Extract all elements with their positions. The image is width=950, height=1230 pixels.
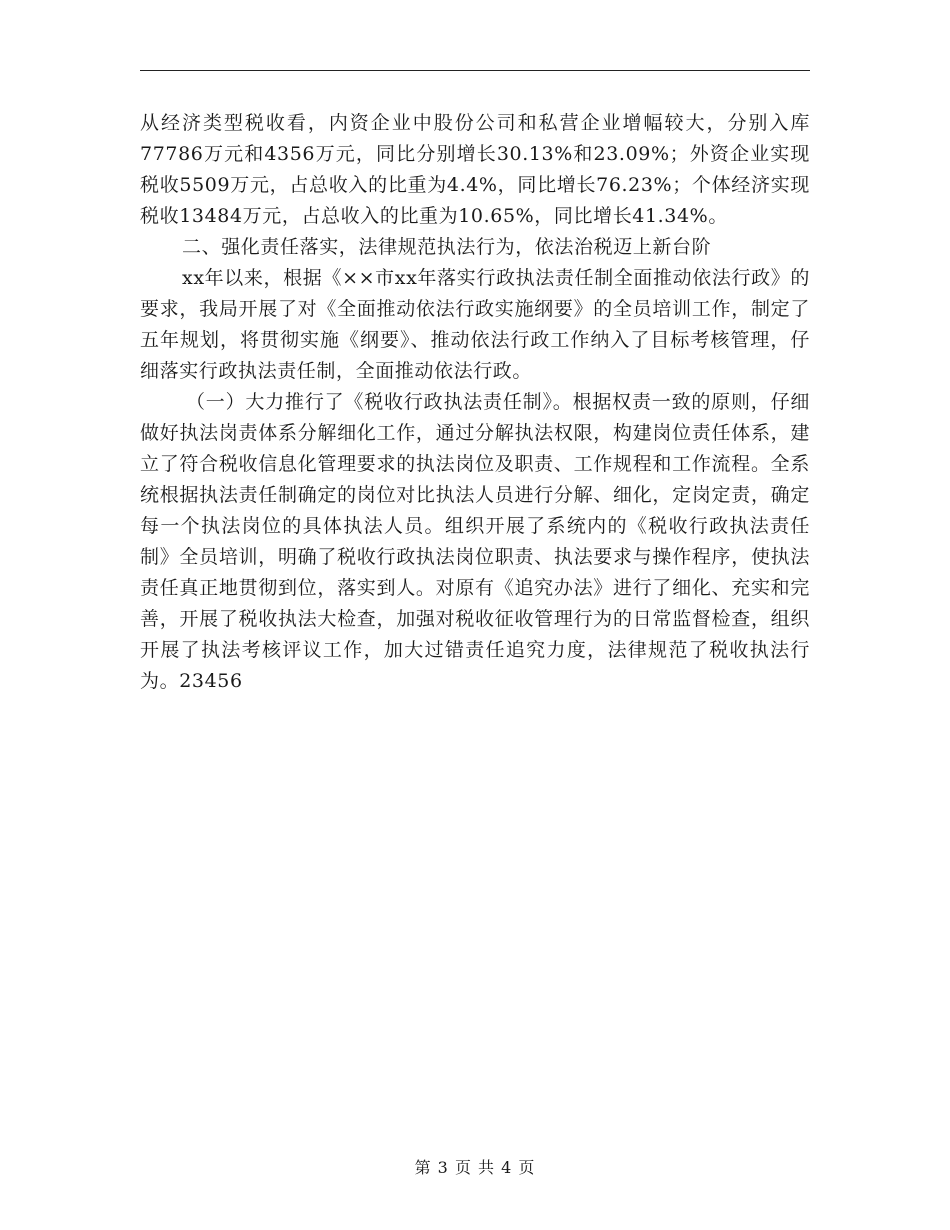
paragraph-enforcement-responsibility: （一）大力推行了《税收行政执法责任制》。根据权责一致的原则，仔细做好执法岗责体系分解细化工作，通过分解执法权限，构建岗位责任体系，建立了符合税收信息化管理要求的执法岗位及职责、工作规程和工作流程。全系统根据执法责任制确定的岗位对比执法人员进行分解、细化，定岗定责，确定每一个执法岗位的具体执法人员。组织开展了系统内的《税收行政执法责任制》全员培训，明确了税收行政执法岗位职责、执法要求与操作程序，使执法责任真正地贯彻到位，落实到人。对原有《追究办法》进行了细化、充实和完善，开展了税收执法大检查，加强对税收征收管理行为的日常监督检查，组织开展了执法考核评议工作，加大过错责任追究力度，法律规范了税收执法行为。23456 xyxy=(140,391,810,692)
paragraph-law-based-administration: xx年以来，根据《××市xx年落实行政执法责任制全面推动依法行政》的要求，我局开展了对《全面推动依法行政实施纲要》的全员培训工作，制定了五年规划，将贯彻实施《纲要》、推动依法行政工作纳入了目标考核管理，仔细落实行政执法责任制，全面推动依法行政。 xyxy=(140,267,810,382)
section-heading: 二、强化责任落实，法律规范执法行为，依法治税迈上新台阶 xyxy=(182,236,712,258)
document-body xyxy=(140,108,810,697)
header-rule xyxy=(140,70,810,71)
paragraph-tax-by-economic-type: 从经济类型税收看，内资企业中股份公司和私营企业增幅较大，分别入库77786万元和4356万元，同比分别增长30.13%和23.09%；外资企业实现税收5509万元，占总收入的比重为4.4%，同比增长76.23%；个体经济实现税收13484万元，占总收入的比重为10.65%，同比增长41.34%。 xyxy=(140,112,810,227)
page-number-footer: 第 3 页 共 4 页 xyxy=(414,1158,536,1177)
